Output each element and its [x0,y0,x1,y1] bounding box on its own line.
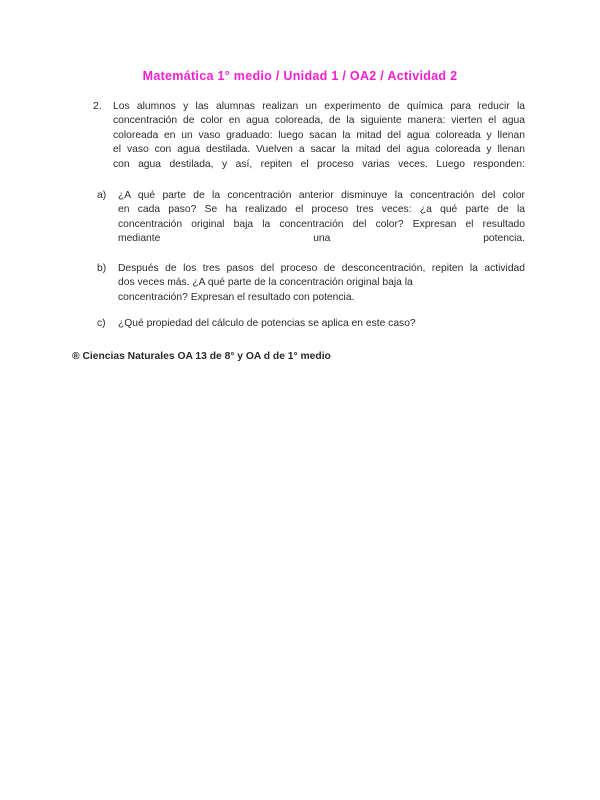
exercise-statement [113,100,525,172]
subitem-c-label: c) [97,318,106,329]
text-line: concentración de color en agua coloreada, de la siguiente manera: vierten el agua [113,115,525,127]
subitem-a-text [118,189,525,247]
page-title: Matemática 1° medio / Unidad 1 / OA2 / Actividad 2 [142,69,458,83]
text-line: coloreada en un vaso graduado: luego sacan la mitad del agua coloreada y llenan [113,129,525,141]
text-line: el vaso con agua destilada. Vuelven a sacar la mitad del agua coloreada y llenan [113,144,525,156]
text-line: ¿A qué parte de la concentración anterior disminuye la concentración del color [118,190,525,201]
text-line: con agua destilada, y así, repiten el proceso varias veces. Luego responden: [113,158,525,170]
text-line: concentración original baja la concentración del color? Expresan el resultado [118,218,525,230]
subitem-b [97,262,525,305]
text-line: en cada paso? Se ha realizado el proceso tres veces: ¿a qué parte de la [118,204,525,216]
exercise-item-2 [93,100,525,172]
subitem-a-label: a) [97,190,107,201]
subitem-c-text [118,317,525,331]
text-line: concentración? Expresan el resultado con potencia. [118,291,355,303]
text-line: ¿Qué propiedad del cálculo de potencias se aplica en este caso? [118,318,416,329]
exercise-number: 2. [93,101,102,112]
subitem-c [97,317,525,331]
text-line: dos veces más. ¿A qué parte de la concentración original baja la [118,277,413,289]
text-line: Después de los tres pasos del proceso de desconcentración, repiten la actividad [118,263,525,274]
subitem-b-label: b) [97,263,107,274]
text-line: Los alumnos y las alumnas realizan un experimento de química para reducir la [113,101,525,112]
text-line: mediante una potencia. [118,233,525,245]
footnote-reference: ® Ciencias Naturales OA 13 de 8° y OA d de 1° medio [72,351,331,362]
subitem-b-text [118,262,525,305]
subitem-a [97,189,525,247]
